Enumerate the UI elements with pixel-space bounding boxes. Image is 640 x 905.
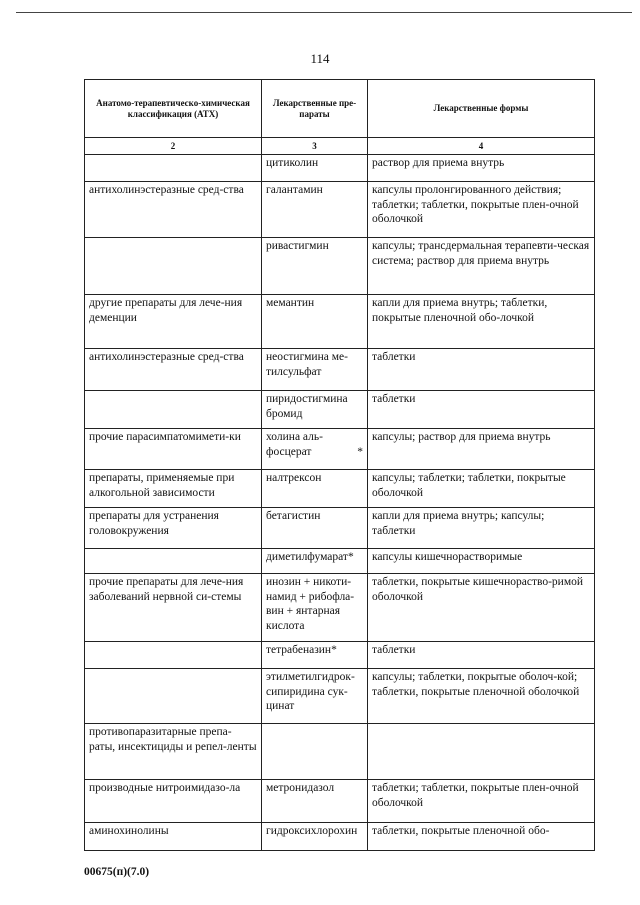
atx-cell xyxy=(85,642,262,669)
drug-cell: налтрексон xyxy=(262,470,368,508)
forms-cell: таблетки xyxy=(368,391,595,429)
atx-cell: прочие парасимпатомимети-ки xyxy=(85,429,262,470)
column-number-3: 3 xyxy=(262,138,368,155)
table-row xyxy=(85,508,595,549)
forms-cell: таблетки, покрытые кишечнораство-римой оболочкой xyxy=(368,574,595,642)
table-row xyxy=(85,823,595,851)
table-row xyxy=(85,391,595,429)
header-atx: Анатомо-терапевтическо-химическая классификация (АТХ) xyxy=(85,80,262,138)
forms-cell: капсулы; трансдермальная терапевти-ческая система; раствор для приема внутрь xyxy=(368,238,595,295)
atx-cell: противопаразитарные препа-раты, инсектициды и репел-ленты xyxy=(85,724,262,780)
header-forms: Лекарственные формы xyxy=(368,80,595,138)
drug-cell: холина аль- фосцерат * xyxy=(262,429,368,470)
forms-cell: раствор для приема внутрь xyxy=(368,155,595,182)
table-row xyxy=(85,429,595,470)
forms-cell xyxy=(368,724,595,780)
atx-cell: другие препараты для лече-ния деменции xyxy=(85,295,262,349)
drug-cell: мемантин xyxy=(262,295,368,349)
drug-cell: бетагистин xyxy=(262,508,368,549)
forms-cell: капли для приема внутрь; таблетки, покрытые пленочной обо-лочкой xyxy=(368,295,595,349)
page-number: 114 xyxy=(310,51,330,66)
atx-cell: производные нитроимидазо-ла xyxy=(85,780,262,823)
atx-cell: препараты, применяемые при алкогольной зависимости xyxy=(85,470,262,508)
atx-cell: аминохинолины xyxy=(85,823,262,851)
drug-table xyxy=(84,79,595,851)
atx-cell xyxy=(85,549,262,574)
table-row xyxy=(85,642,595,669)
document-code: 00675(п)(7.0) xyxy=(84,866,150,878)
drug-cell: ривастигмин xyxy=(262,238,368,295)
table-row xyxy=(85,470,595,508)
table-row xyxy=(85,780,595,823)
forms-cell: капсулы кишечнорастворимые xyxy=(368,549,595,574)
table-row xyxy=(85,182,595,238)
atx-cell: антихолинэстеразные сред-ства xyxy=(85,349,262,391)
atx-cell xyxy=(85,669,262,724)
forms-cell: капсулы пролонгированного действия; таблетки; таблетки, покрытые плен-очной оболочкой xyxy=(368,182,595,238)
column-number-4: 4 xyxy=(368,138,595,155)
drug-cell xyxy=(262,724,368,780)
atx-cell xyxy=(85,238,262,295)
atx-cell: препараты для устранения головокружения xyxy=(85,508,262,549)
drug-cell: пиридостигмина бромид xyxy=(262,391,368,429)
drug-cell: неостигмина ме-тилсульфат xyxy=(262,349,368,391)
table-row xyxy=(85,724,595,780)
forms-cell: таблетки xyxy=(368,642,595,669)
drug-cell: цитиколин xyxy=(262,155,368,182)
header-drugs: Лекарственные пре-параты xyxy=(262,80,368,138)
table-row xyxy=(85,238,595,295)
forms-cell: капсулы; раствор для приема внутрь xyxy=(368,429,595,470)
drug-cell: гидроксихлорохин xyxy=(262,823,368,851)
atx-cell: антихолинэстеразные сред-ства xyxy=(85,182,262,238)
atx-cell: прочие препараты для лече-ния заболеваний нервной си-стемы xyxy=(85,574,262,642)
forms-cell: таблетки; таблетки, покрытые плен-очной оболочкой xyxy=(368,780,595,823)
forms-cell: капли для приема внутрь; капсулы; таблетки xyxy=(368,508,595,549)
table-row xyxy=(85,549,595,574)
drug-cell: этилметилгидрок-сипиридина сук-цинат xyxy=(262,669,368,724)
drug-cell: галантамин xyxy=(262,182,368,238)
top-rule xyxy=(16,12,632,13)
forms-cell: таблетки, покрытые пленочной обо- xyxy=(368,823,595,851)
table-row xyxy=(85,295,595,349)
drug-cell: метронидазол xyxy=(262,780,368,823)
table-row xyxy=(85,349,595,391)
forms-cell: капсулы; таблетки; таблетки, покрытые оболочкой xyxy=(368,470,595,508)
drug-cell: тетрабеназин* xyxy=(262,642,368,669)
drug-cell: диметилфумарат* xyxy=(262,549,368,574)
table-row xyxy=(85,669,595,724)
forms-cell: капсулы; таблетки, покрытые оболоч-кой; таблетки, покрытые пленочной оболочкой xyxy=(368,669,595,724)
column-number-2: 2 xyxy=(85,138,262,155)
drug-cell: инозин + никоти-намид + рибофла-вин + янтарная кислота xyxy=(262,574,368,642)
table-row xyxy=(85,155,595,182)
forms-cell: таблетки xyxy=(368,349,595,391)
table-row xyxy=(85,574,595,642)
atx-cell xyxy=(85,155,262,182)
atx-cell xyxy=(85,391,262,429)
